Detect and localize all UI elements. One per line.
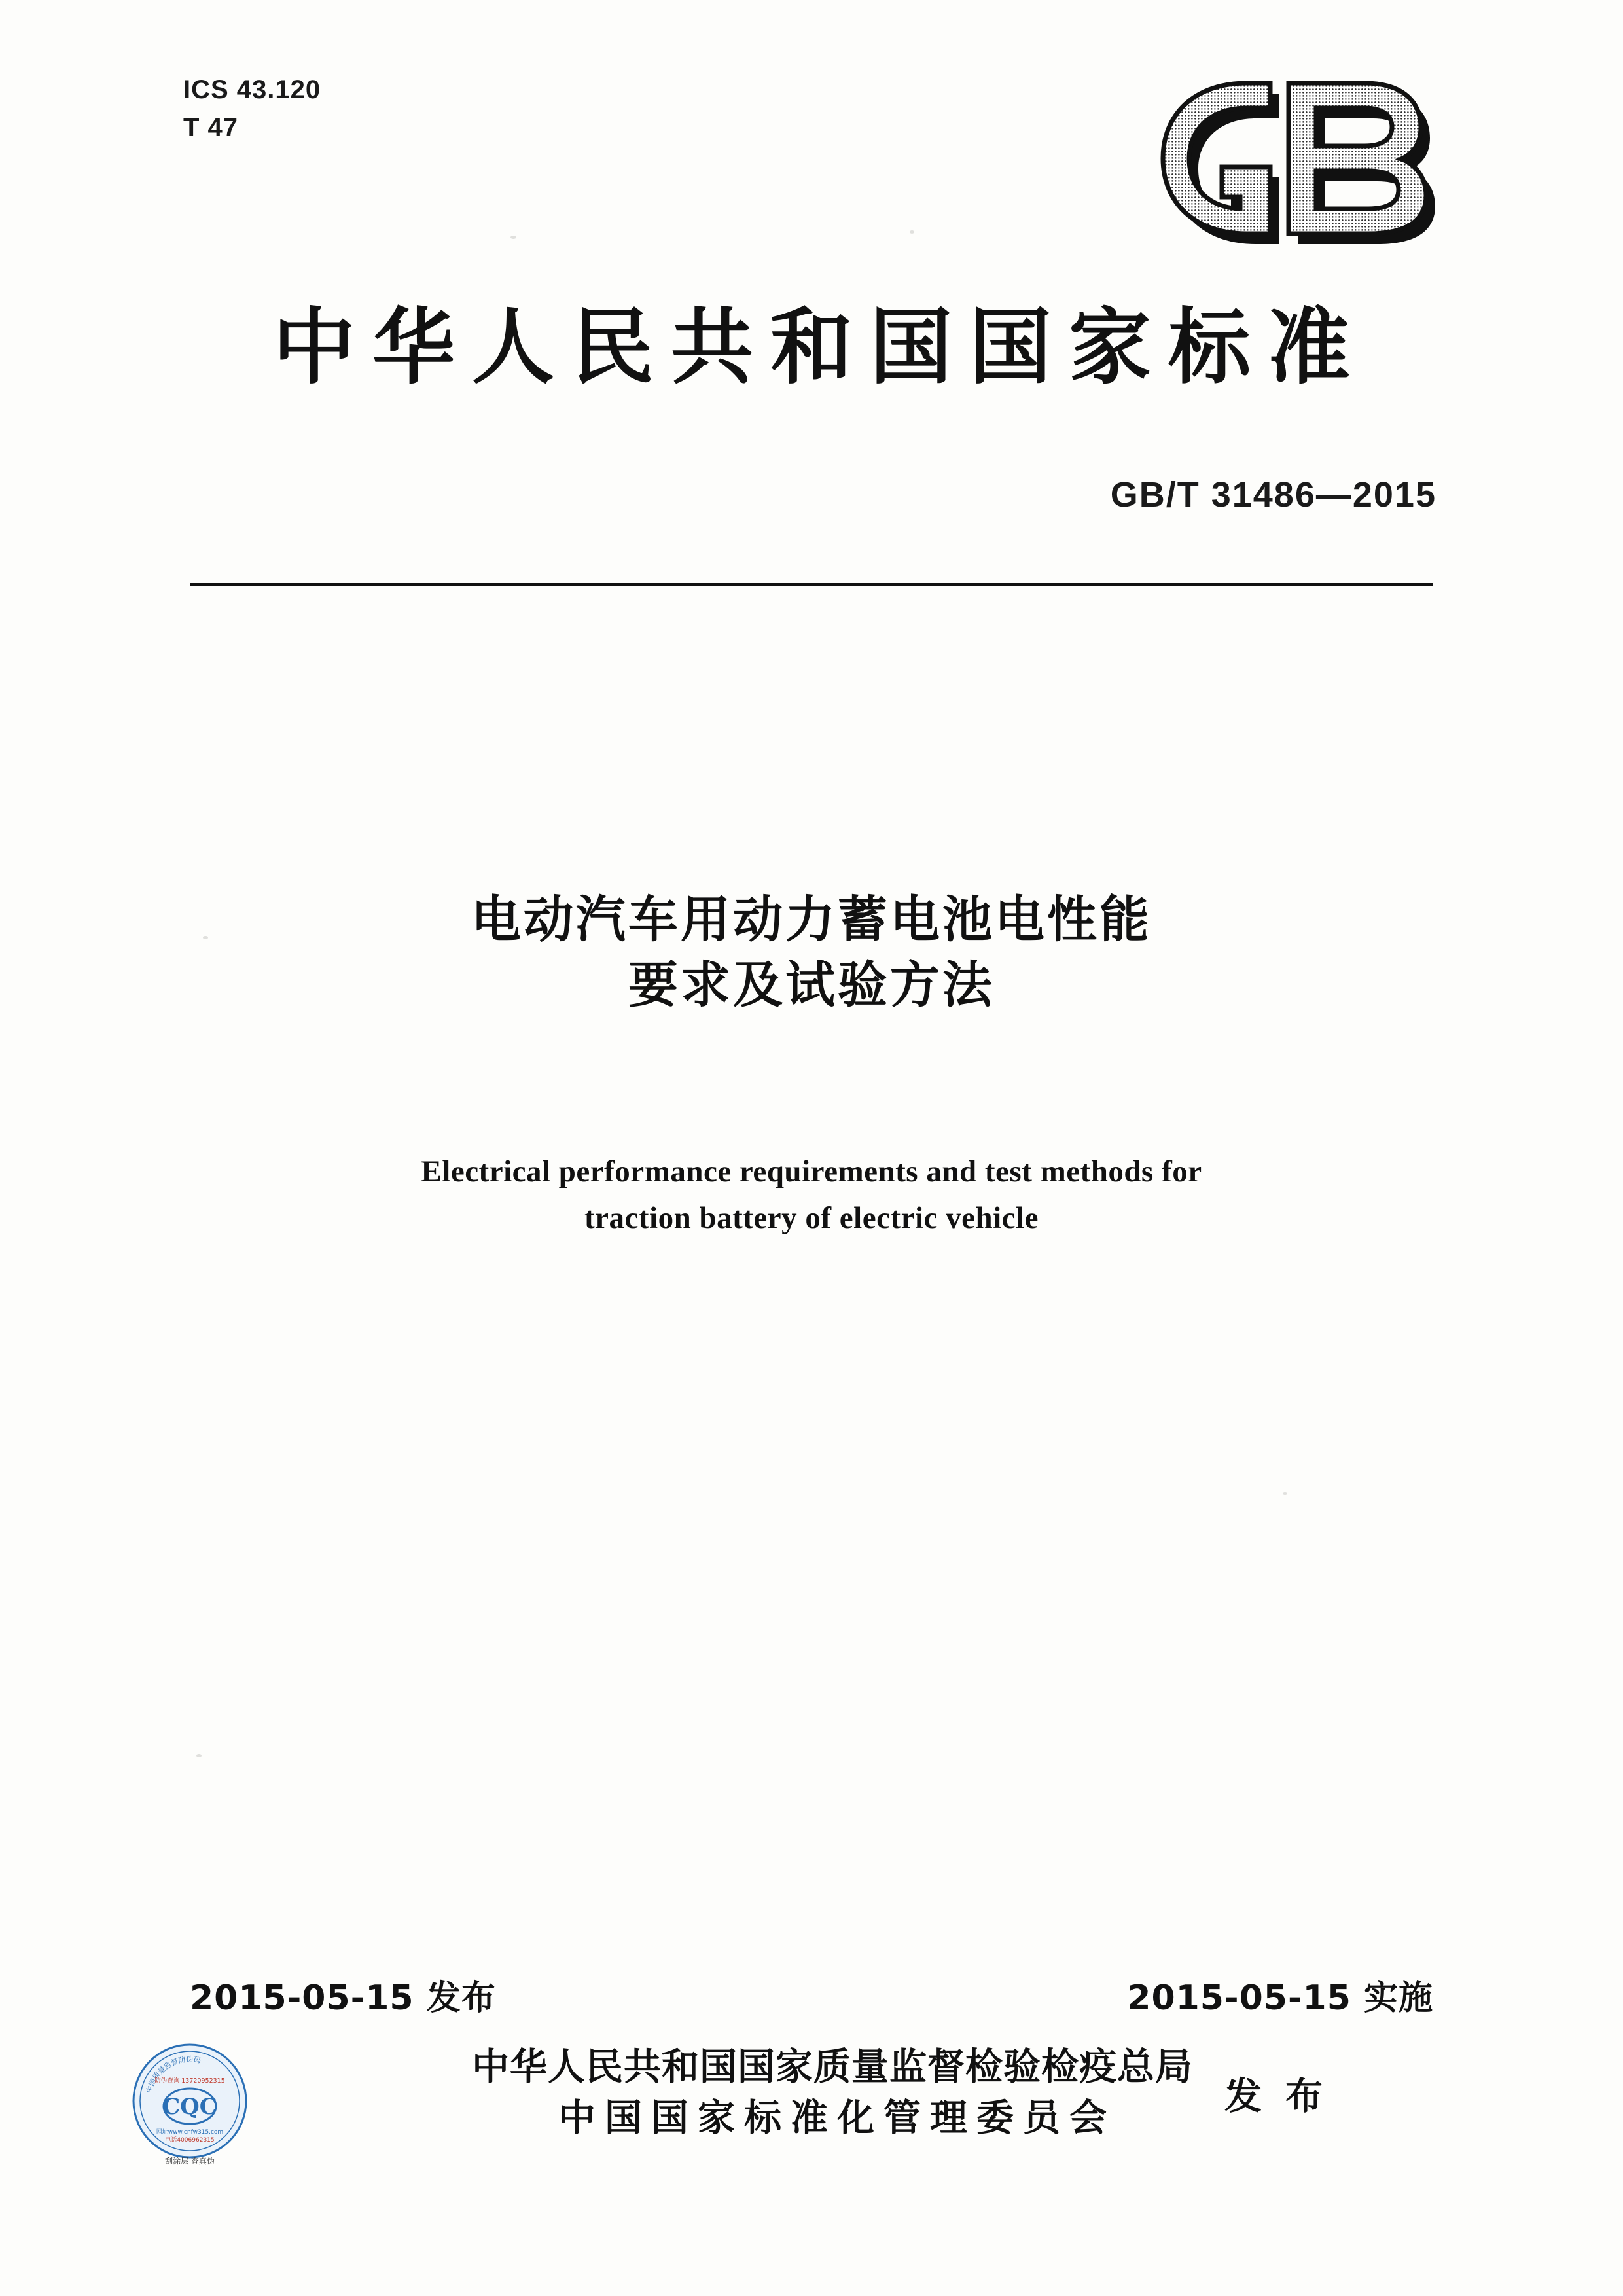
footer-issuer-block (347, 2042, 1453, 2144)
scan-speck (203, 936, 208, 939)
document-title-chinese-line2: 要求及试验方法 (628, 956, 995, 1014)
document-title-chinese-line1: 电动汽车用动力蓄电池电性能 (471, 890, 1152, 948)
svg-text:电话4006962315: 电话4006962315 (165, 2137, 215, 2144)
issuer-line-1: 中华人民共和国国家质量监督检验检疫总局 (472, 2045, 1194, 2089)
svg-text:防伪查询 13720952315: 防伪查询 13720952315 (154, 2077, 225, 2085)
issuer-line-2: 中国国家标准化管理委员会 (558, 2096, 1116, 2140)
publish-label: 发 布 (1224, 2074, 1328, 2118)
scan-speck (1283, 1492, 1287, 1495)
svg-text:中国质量监督防伪码: 中国质量监督防伪码 (145, 2054, 202, 2094)
scan-speck (510, 236, 516, 239)
document-title-english-line1: Electrical performance requirements and test methods for (421, 1155, 1202, 1189)
footer-dates (190, 1970, 1433, 2019)
anti-counterfeit-seal-icon (124, 2036, 265, 2176)
svg-text:刮涂层 查真伪: 刮涂层 查真伪 (165, 2157, 215, 2166)
svg-text:CQC: CQC (162, 2094, 217, 2120)
document-title-english (0, 1149, 1623, 1241)
scan-speck (910, 230, 914, 234)
document-title-english-line2: traction battery of electric vehicle (584, 1200, 1039, 1235)
svg-text:网址www.cnfw315.com: 网址www.cnfw315.com (156, 2129, 224, 2136)
gb-emblem-icon (1149, 69, 1456, 249)
document-title-chinese (0, 887, 1623, 1018)
ics-code: ICS 43.120 (183, 75, 321, 104)
issue-date: 2015-05-15 发布 (190, 1979, 496, 2018)
national-standard-title: 中华人民共和国国家标准 (273, 299, 1367, 395)
classification-code: T 47 (183, 113, 239, 142)
ics-classification-block (183, 71, 321, 147)
scan-speck (196, 1754, 202, 1757)
issuer-names (472, 2042, 1193, 2144)
implementation-date: 2015-05-15 实施 (1127, 1979, 1433, 2018)
header-divider (190, 583, 1433, 586)
standard-number: GB/T 31486—2015 (1110, 475, 1436, 514)
